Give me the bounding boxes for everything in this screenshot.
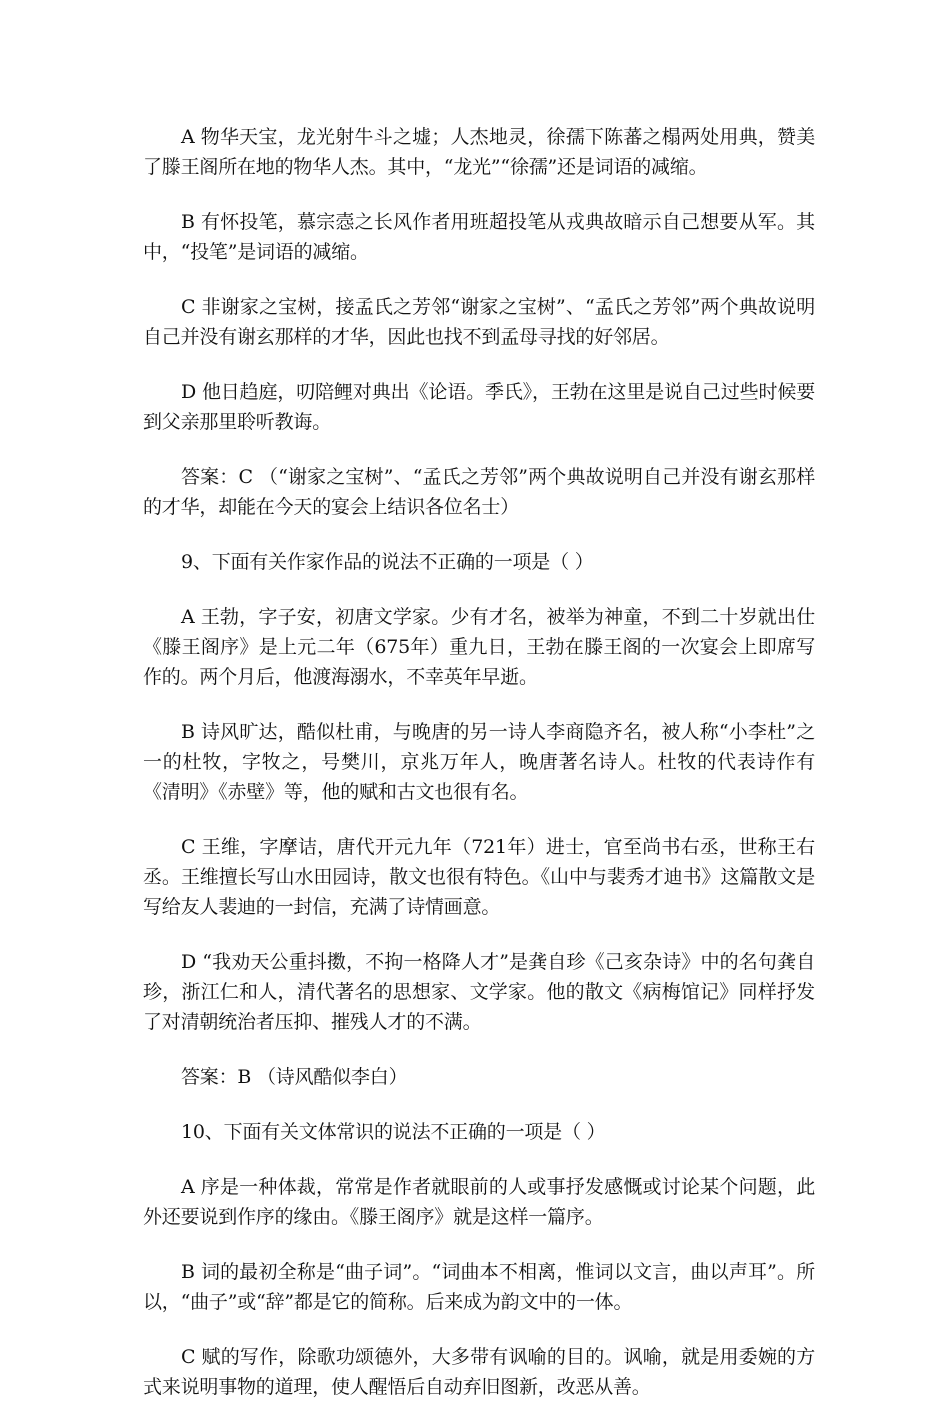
option-c-paragraph: C 非谢家之宝树，接孟氏之芳邻“谢家之宝树”、“孟氏之芳邻”两个典故说明自己并没有谢玄那样的才华，因此也找不到孟母寻找的好邻居。 [143,296,815,348]
q10-option-b-paragraph: B 词的最初全称是“曲子词”。“词曲本不相离，惟词以文言，曲以声耳”。所以，“曲子”或“辞”都是它的简称。后来成为韵文中的一体。 [143,1261,815,1313]
q9-option-c-paragraph: C 王维，字摩诘，唐代开元九年（721年）进士，官至尚书右丞，世称王右丞。王维擅长写山水田园诗，散文也很有特色。《山中与裴秀才迪书》这篇散文是写给友人裴迪的一封信，充满了诗情画意。 [143,836,815,918]
answer-paragraph: 答案：C （“谢家之宝树”、“孟氏之芳邻”两个典故说明自己并没有谢玄那样的才华，却能在今天的宴会上结识各位名士） [143,466,815,518]
q9-answer-paragraph: 答案：B （诗风酷似李白） [181,1066,408,1088]
question-10-heading: 10、下面有关文体常识的说法不正确的一项是（ ） [181,1121,606,1143]
option-d-paragraph: D 他日趋庭，叨陪鲤对典出《论语。季氏》，王勃在这里是说自己过些时候要到父亲那里聆听教诲。 [143,381,815,433]
question-9-heading: 9、下面有关作家作品的说法不正确的一项是（ ） [181,551,594,573]
q10-option-a-paragraph: A 序是一种体裁，常常是作者就眼前的人或事抒发感慨或讨论某个问题，此外还要说到作序的缘由。《滕王阁序》就是这样一篇序。 [143,1176,815,1228]
q10-option-c-paragraph: C 赋的写作，除歌功颂德外，大多带有讽喻的目的。讽喻，就是用委婉的方式来说明事物的道理，使人醒悟后自动弃旧图新，改恶从善。 [143,1346,815,1398]
q9-option-b-paragraph: B 诗风旷达，酷似杜甫，与晚唐的另一诗人李商隐齐名，被人称“小李杜”之一的杜牧，字牧之，号樊川，京兆万年人，晚唐著名诗人。杜牧的代表诗作有《清明》《赤壁》等，他的赋和古文也很有名。 [143,721,815,803]
q9-option-a-paragraph: A 王勃，字子安，初唐文学家。少有才名，被举为神童，不到二十岁就出仕《滕王阁序》是上元二年（675年）重九日，王勃在滕王阁的一次宴会上即席写作的。两个月后，他渡海溺水，不幸英年早逝。 [143,606,815,688]
document-page [143,122,815,1427]
option-a-paragraph: A 物华天宝，龙光射牛斗之墟；人杰地灵，徐孺下陈蕃之榻两处用典，赞美了滕王阁所在地的物华人杰。其中，“龙光”“徐孺”还是词语的减缩。 [143,126,815,178]
option-b-paragraph: B 有怀投笔，慕宗悫之长风作者用班超投笔从戎典故暗示自己想要从军。其中，“投笔”是词语的减缩。 [143,211,815,263]
q9-option-d-paragraph: D “我劝天公重抖擞，不拘一格降人才”是龚自珍《己亥杂诗》中的名句龚自珍，浙江仁和人，清代著名的思想家、文学家。他的散文《病梅馆记》同样抒发了对清朝统治者压抑、摧残人才的不满。 [143,951,815,1033]
